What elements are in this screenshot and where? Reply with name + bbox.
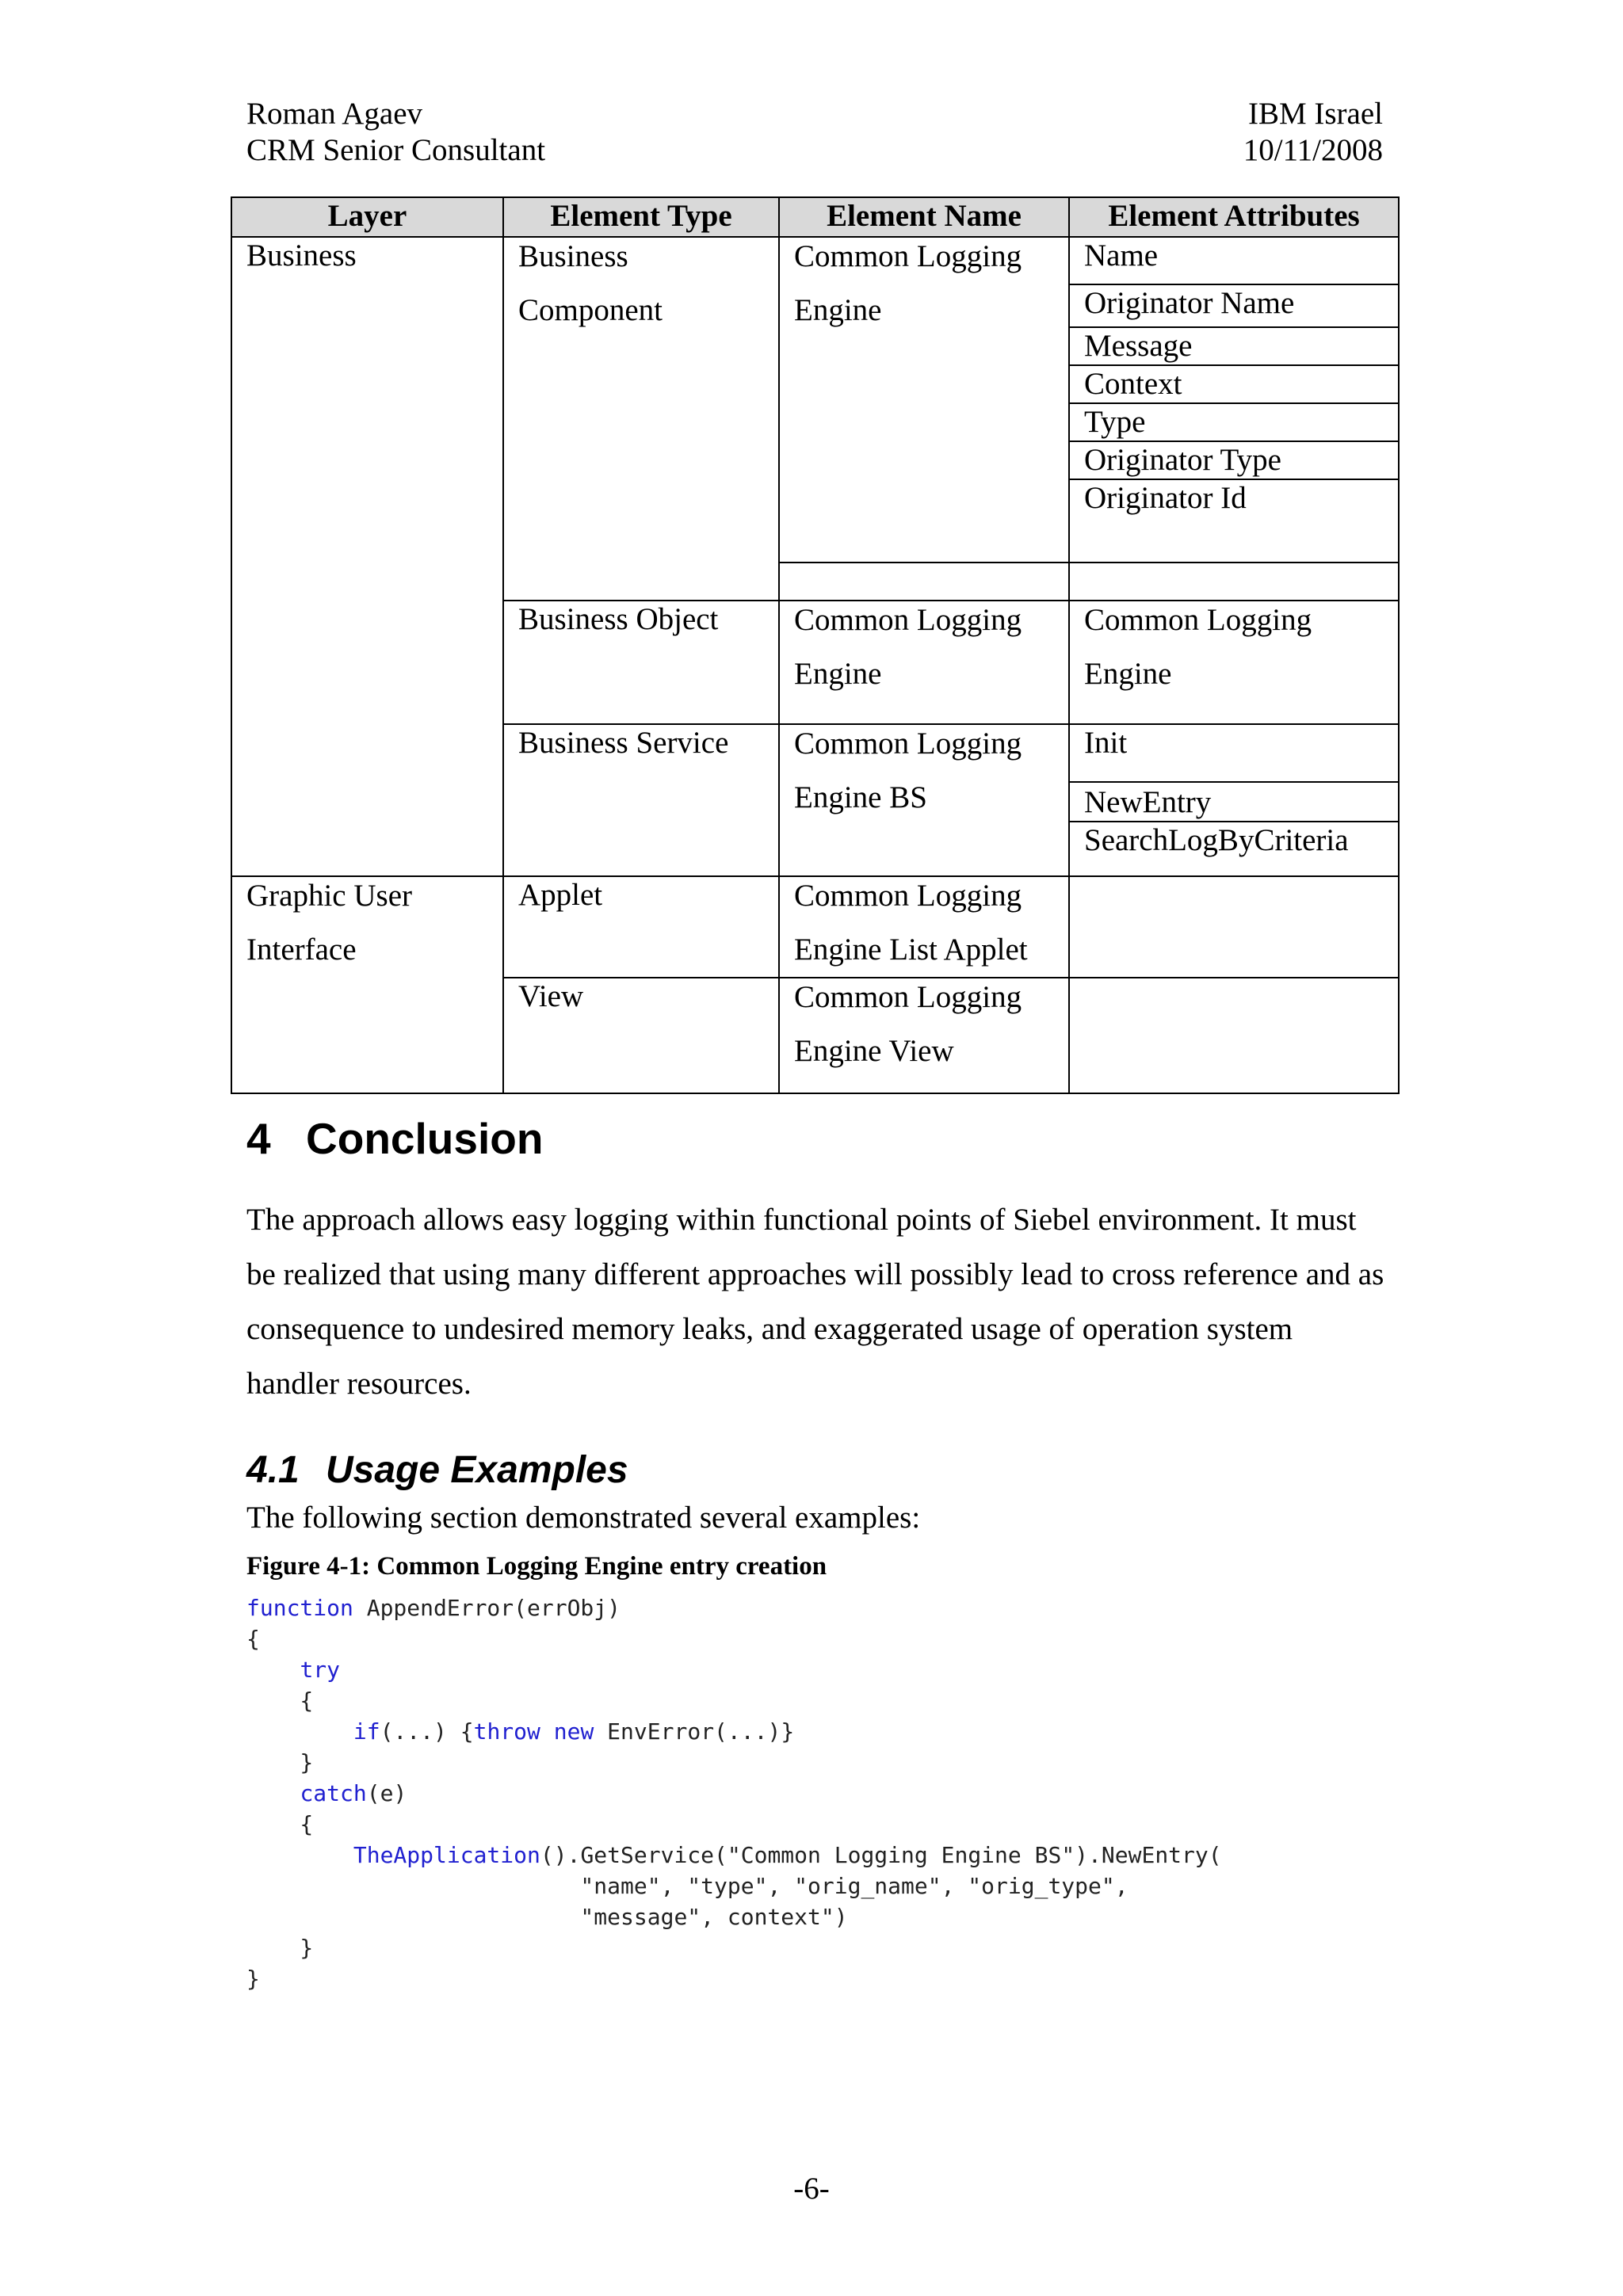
table-row (231, 237, 1399, 284)
code-line: "message", context") (246, 1904, 848, 1930)
usage-intro: The following section demonstrated several examples: (246, 1501, 921, 1535)
elements-table (231, 196, 1400, 1094)
attribute-cell: Type (1069, 403, 1399, 441)
attribute-cell: Originator Name (1069, 284, 1399, 327)
table-row (231, 876, 1399, 978)
code-line: } (246, 1935, 314, 1961)
element-type-cell: Business Service (503, 724, 779, 876)
element-name-line: Engine View (794, 1034, 954, 1068)
code-line: catch(e) (300, 1780, 407, 1806)
code-line: { (246, 1811, 314, 1837)
element-name-cell (779, 237, 1069, 563)
page-number: -6- (793, 2172, 830, 2206)
attribute-line: NewEntry (1084, 785, 1212, 819)
layer-line: Interface (246, 933, 357, 967)
element-name-line: Common Logging (794, 603, 1022, 637)
element-type-line: Component (518, 293, 663, 327)
code-line: { (246, 1688, 314, 1714)
empty-cell (1069, 978, 1399, 1093)
attribute-line: Common Logging (1084, 603, 1312, 637)
attribute-cell: Init (1069, 724, 1399, 782)
element-name-cell (779, 724, 1069, 876)
element-name-cell (779, 978, 1069, 1093)
subsection-title: Usage Examples (326, 1449, 628, 1491)
element-type-cell (503, 237, 779, 601)
company-name: IBM Israel (1247, 97, 1383, 131)
header-left (246, 96, 545, 169)
header-right (1243, 96, 1383, 169)
column-header: Layer (231, 197, 503, 237)
figure-caption: Figure 4-1: Common Logging Engine entry creation (246, 1552, 827, 1581)
element-name-line: Common Logging (794, 879, 1022, 913)
layer-cell (231, 876, 503, 1093)
attribute-cell: Context (1069, 365, 1399, 403)
conclusion-paragraph: The approach allows easy logging within functional points of Siebel environment. It must be realized that using many different approaches will possibly lead to cross reference and as consequence to undesired memory leaks, and exaggerated usage of operation system handler resources. (246, 1203, 1384, 1401)
column-header: Element Name (779, 197, 1069, 237)
element-name-line: Engine (794, 293, 882, 327)
empty-cell (1069, 876, 1399, 978)
code-figure (246, 1592, 1419, 2147)
element-name-cell (779, 876, 1069, 978)
attribute-line: Engine (1084, 657, 1172, 691)
document-date: 10/11/2008 (1243, 133, 1383, 167)
subsection-number: 4.1 (246, 1449, 300, 1491)
element-name-line: Common Logging (794, 980, 1022, 1014)
attribute-cell: Originator Id (1069, 479, 1399, 563)
element-type-cell: View (503, 978, 779, 1093)
element-name-line: Engine (794, 657, 882, 691)
element-type-cell: Applet (503, 876, 779, 978)
section-heading-conclusion (246, 1113, 543, 1164)
code-line: function AppendError(errObj) (246, 1595, 621, 1621)
author-role: CRM Senior Consultant (246, 133, 546, 167)
section-number: 4 (246, 1114, 271, 1163)
code-line: TheApplication().GetService("Common Logging Engine BS").NewEntry( (353, 1842, 1222, 1868)
attribute-cell: Message (1069, 327, 1399, 365)
code-block (246, 1592, 1419, 1994)
code-line: } (246, 1749, 314, 1775)
section-title: Conclusion (306, 1114, 544, 1163)
element-type-cell: Business Object (503, 601, 779, 724)
element-name-line: Engine BS (794, 780, 927, 814)
code-line: if(...) {throw new EnvError(...)} (353, 1718, 795, 1745)
layer-line: Graphic User (246, 879, 412, 913)
column-header: Element Type (503, 197, 779, 237)
element-name-cell (779, 601, 1069, 724)
element-type-line: Business (518, 239, 628, 273)
attribute-line: SearchLogByCriteria (1070, 821, 1398, 859)
author-name: Roman Agaev (246, 97, 423, 131)
code-line: try (300, 1657, 341, 1683)
attribute-cell (1069, 601, 1399, 724)
element-name-line: Common Logging (794, 239, 1022, 273)
code-line: } (246, 1966, 260, 1992)
attribute-cell (1069, 782, 1399, 876)
attribute-cell: Originator Type (1069, 441, 1399, 479)
column-header: Element Attributes (1069, 197, 1399, 237)
code-line: "name", "type", "orig_name", "orig_type", (246, 1873, 1128, 1899)
layer-cell: Business (231, 237, 503, 876)
code-line: { (246, 1626, 260, 1652)
attribute-cell: Name (1069, 237, 1399, 284)
element-name-line: Common Logging (794, 727, 1022, 761)
element-name-line: Engine List Applet (794, 933, 1028, 967)
subsection-heading-usage (246, 1448, 628, 1492)
